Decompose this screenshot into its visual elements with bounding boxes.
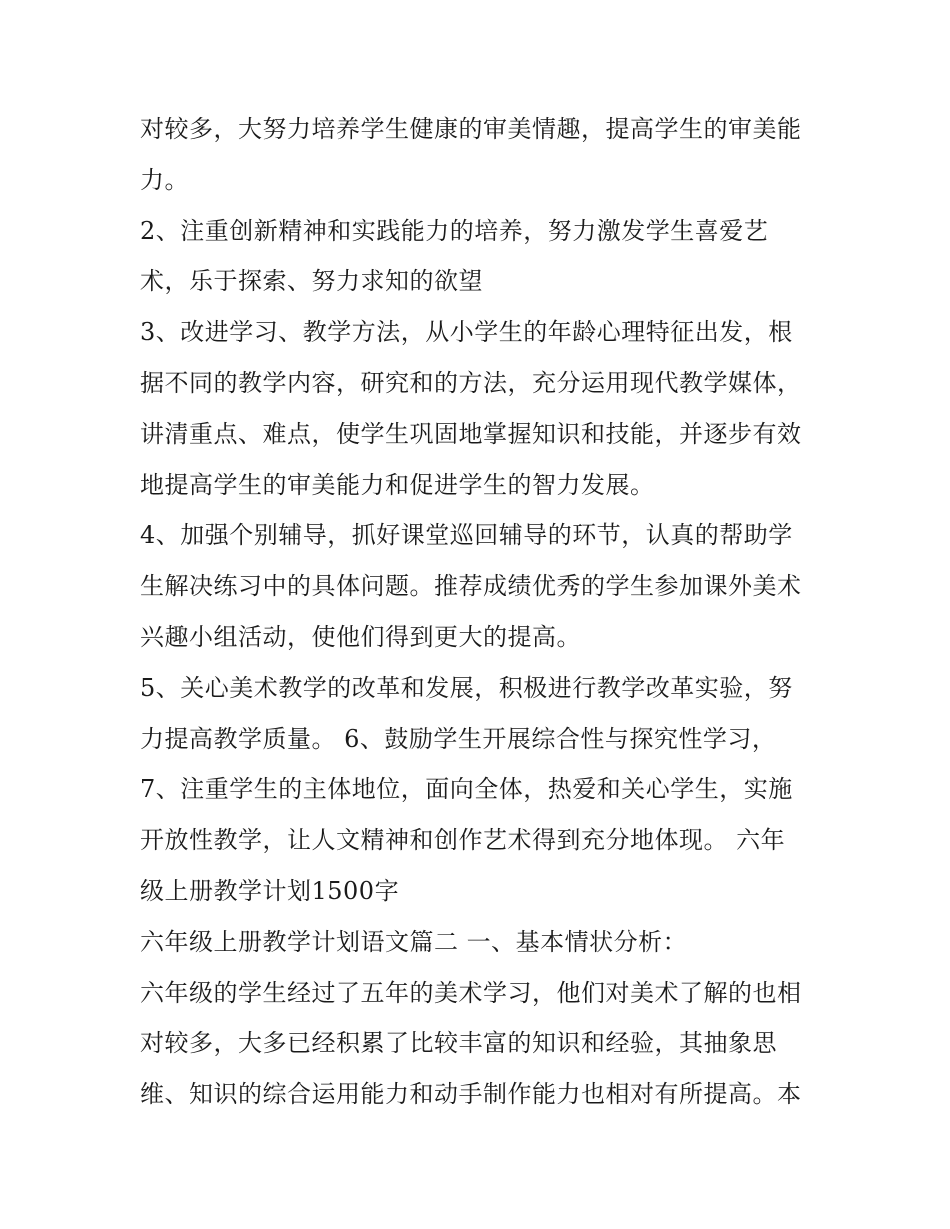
text-line: 5、关心美术教学的改革和发展，积极进行教学改革实验，努 (140, 673, 793, 702)
text-line: 维、知识的综合运用能力和动手制作能力也相对有所提高。本 (140, 1080, 802, 1109)
text-line: 7、注重学生的主体地位，面向全体，热爱和关心学生，实施 (140, 775, 793, 804)
text-line: 地提高学生的审美能力和促进学生的智力发展。 (140, 470, 655, 499)
document-body (140, 104, 820, 1120)
text-line: 力提高教学质量。 6、鼓励学生开展综合性与探究性学习， (140, 724, 777, 753)
text-line: 据不同的教学内容，研究和的方法，充分运用现代教学媒体， (140, 368, 802, 397)
text-line: 生解决练习中的具体问题。推荐成绩优秀的学生参加课外美术 (140, 572, 802, 601)
text-line: 2、注重创新精神和实践能力的培养，努力激发学生喜爱艺 (140, 216, 769, 245)
text-line: 3、改进学习、教学方法，从小学生的年龄心理特征出发，根 (140, 318, 793, 347)
text-line: 讲清重点、难点，使学生巩固地掌握知识和技能，并逐步有效 (140, 419, 802, 448)
text-line: 开放性教学，让人文精神和创作艺术得到充分地体现。 六年 (140, 826, 786, 855)
text-line: 六年级上册教学计划语文篇二 一、基本情状分析： (140, 927, 688, 956)
text-line: 六年级的学生经过了五年的美术学习，他们对美术了解的也相 (140, 978, 802, 1007)
text-line: 4、加强个别辅导，抓好课堂巡回辅导的环节，认真的帮助学 (140, 521, 793, 550)
text-line: 兴趣小组活动，使他们得到更大的提高。 (140, 622, 581, 651)
text-line: 力。 (140, 165, 189, 194)
text-line: 对较多，大多已经积累了比较丰富的知识和经验，其抽象思 (140, 1029, 777, 1058)
text-line: 术，乐于探索、努力求知的欲望 (140, 267, 483, 296)
text-line: 对较多，大努力培养学生健康的审美情趣，提高学生的审美能 (140, 115, 802, 143)
text-line: 级上册教学计划1500字 (140, 876, 400, 905)
